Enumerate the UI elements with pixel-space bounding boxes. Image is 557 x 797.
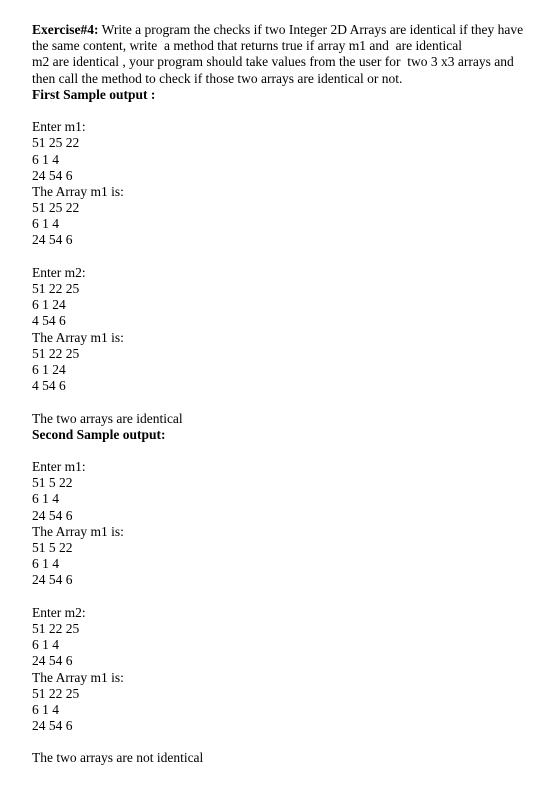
input-row: 6 1 24	[32, 297, 66, 313]
second-sample-output	[32, 427, 547, 767]
input-row: 51 22 25	[32, 281, 80, 296]
array-m1-label: The Array m1 is:	[32, 183, 124, 199]
output-row: 6 1 4	[32, 556, 59, 572]
blank-line	[32, 443, 547, 459]
exercise-text-line-2: the same content, write a method that returns true if array m1 and are identical	[32, 38, 462, 54]
input-row: 6 1 4	[32, 491, 59, 507]
blank-line	[32, 734, 547, 750]
output-row: 6 1 4	[32, 701, 59, 717]
input-row: 6 1 4	[32, 151, 59, 167]
output-row: 6 1 4	[32, 216, 59, 232]
blank-line	[32, 394, 547, 410]
output-row: 51 25 22	[32, 200, 80, 216]
exercise-text-line-3: m2 are identical , your program should take values from the user for two 3 x3 arrays and	[32, 54, 514, 70]
output-row: 4 54 6	[32, 378, 66, 394]
output-row: 24 54 6	[32, 232, 73, 248]
enter-m2-prompt: Enter m2:	[32, 604, 86, 620]
input-row: 4 54 6	[32, 313, 66, 329]
input-row: 24 54 6	[32, 507, 73, 523]
result-text: The two arrays are not identical	[32, 750, 204, 766]
output-row: 51 5 22	[32, 540, 73, 555]
enter-m2-prompt: Enter m2:	[32, 264, 86, 280]
output-row: 51 22 25	[32, 345, 80, 361]
sample-heading: Second Sample output:	[32, 426, 166, 442]
first-sample-output	[32, 87, 547, 427]
input-row: 51 22 25	[32, 620, 80, 636]
output-row: 24 54 6	[32, 718, 73, 734]
array-m2-label: The Array m1 is:	[32, 669, 124, 685]
input-row: 24 54 6	[32, 167, 73, 183]
exercise-text-line-1: Write a program the checks if two Integer 2D Arrays are identical if they have	[98, 22, 524, 37]
sample-heading: First Sample output :	[32, 86, 156, 102]
result-text: The two arrays are identical	[32, 410, 183, 426]
enter-m1-prompt: Enter m1:	[32, 459, 86, 475]
output-row: 24 54 6	[32, 572, 73, 588]
exercise-text-line-4: then call the method to check if those two arrays are identical or not.	[32, 70, 403, 86]
exercise-label: Exercise#4:	[32, 22, 99, 37]
array-m1-label: The Array m1 is:	[32, 523, 124, 539]
blank-line	[32, 249, 547, 265]
document-page	[32, 22, 547, 767]
output-row: 6 1 24	[32, 361, 66, 377]
enter-m1-prompt: Enter m1:	[32, 119, 86, 135]
exercise-description	[32, 22, 547, 87]
input-row: 6 1 4	[32, 637, 59, 653]
blank-line	[32, 589, 547, 605]
blank-line	[32, 103, 547, 119]
output-row: 51 22 25	[32, 685, 80, 701]
array-m2-label: The Array m1 is:	[32, 329, 124, 345]
input-row: 51 25 22	[32, 135, 80, 151]
input-row: 24 54 6	[32, 653, 73, 669]
input-row: 51 5 22	[32, 475, 73, 491]
